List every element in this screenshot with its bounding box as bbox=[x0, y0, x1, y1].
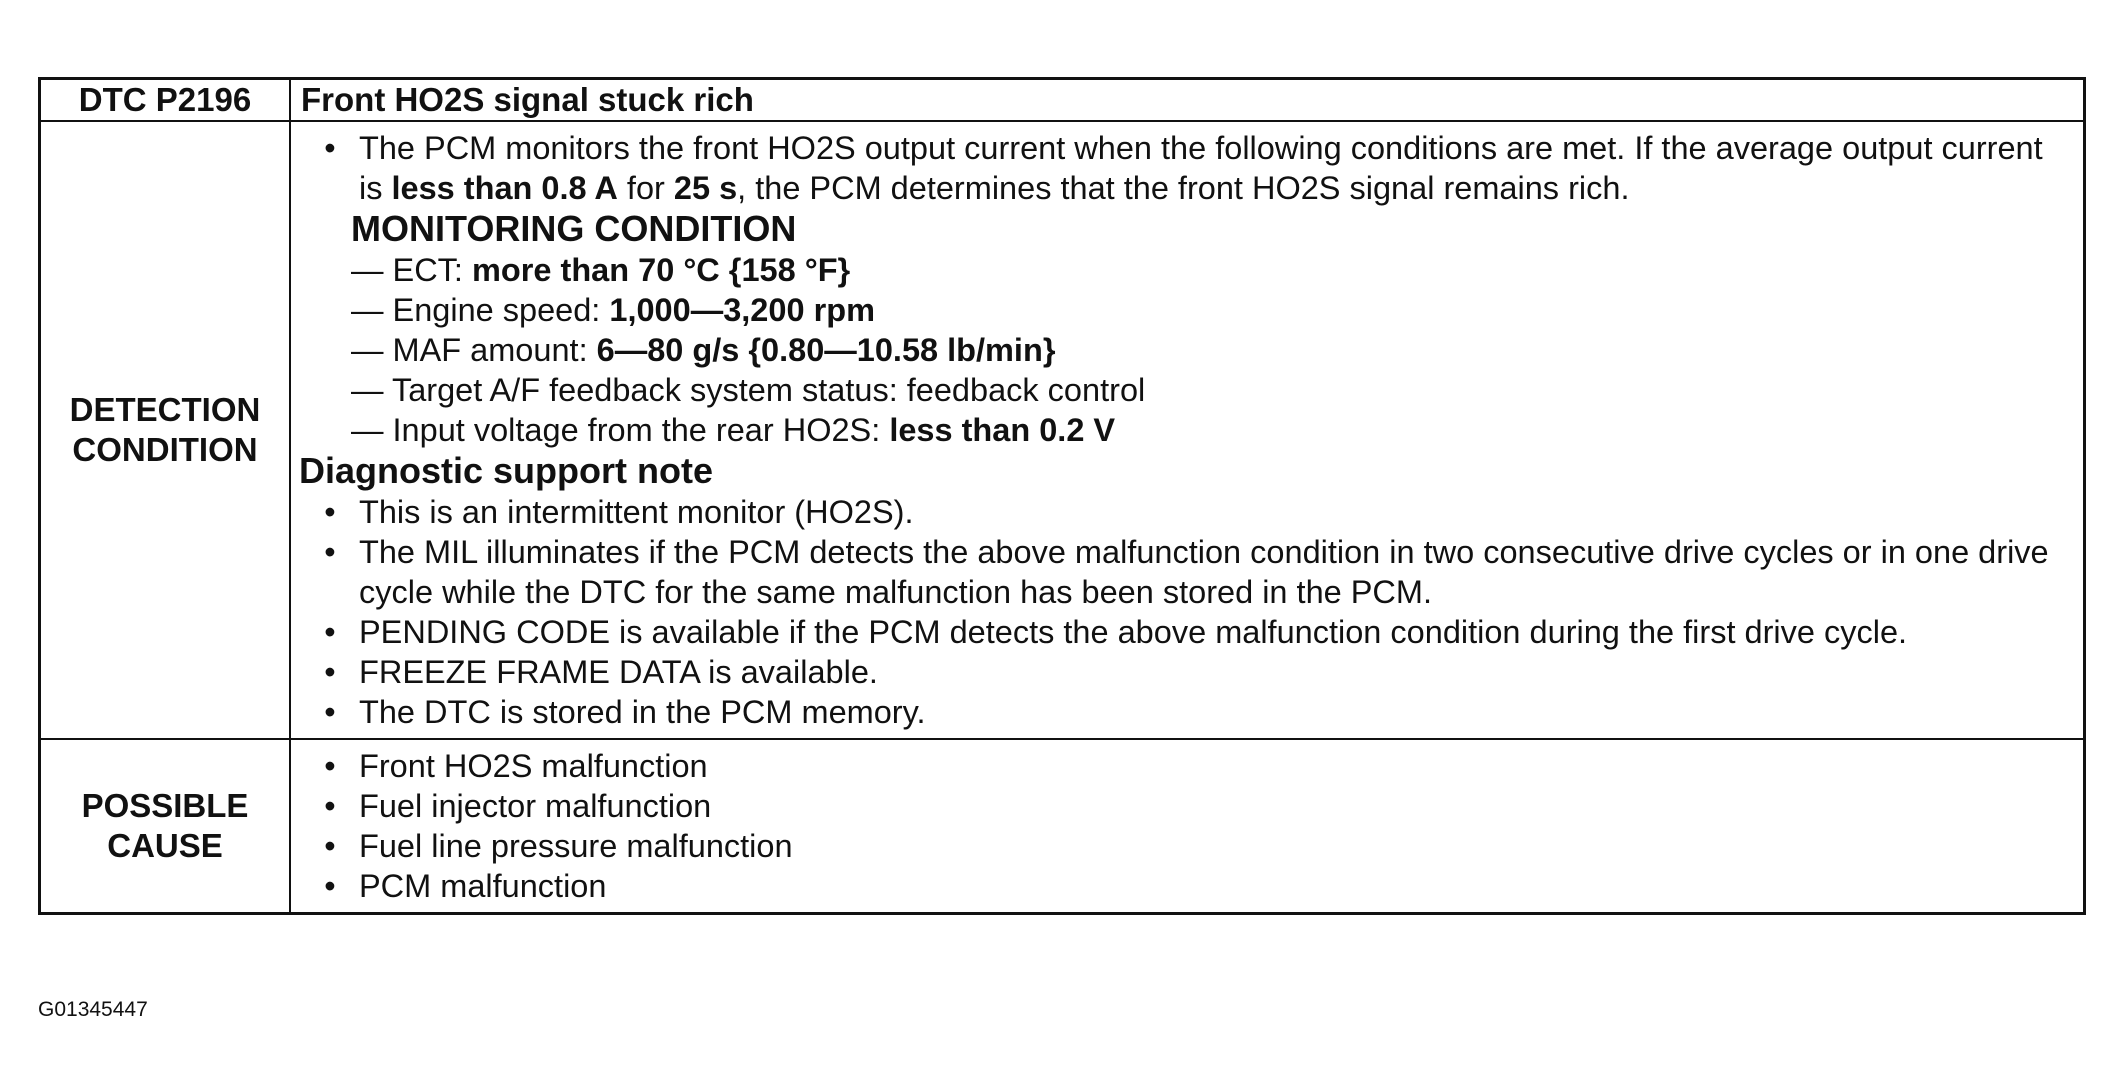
support-note-text: FREEZE FRAME DATA is available. bbox=[359, 654, 878, 690]
support-note bbox=[291, 492, 2075, 532]
cause-text: Fuel line pressure malfunction bbox=[359, 828, 793, 864]
bullet-dot: • bbox=[324, 828, 336, 864]
detection-row bbox=[40, 121, 2085, 739]
bullet-dot: • bbox=[324, 494, 336, 530]
cause-item bbox=[291, 786, 2075, 826]
condition-prefix: — Input voltage from the rear HO2S: bbox=[351, 412, 890, 448]
condition-prefix: — Target A/F feedback system status: feedback control bbox=[351, 372, 1146, 408]
possible-cause-row bbox=[40, 739, 2085, 914]
header-row bbox=[40, 79, 2085, 122]
detection-label-line2: CONDITION bbox=[72, 431, 258, 468]
bullet-dot: • bbox=[324, 748, 336, 784]
possible-cause-label-cell bbox=[40, 739, 291, 914]
support-note-text: PENDING CODE is available if the PCM detects the above malfunction condition during the first drive cycle. bbox=[359, 614, 1908, 650]
possible-cause-label-line1: POSSIBLE bbox=[81, 787, 249, 824]
detection-label-cell bbox=[40, 121, 291, 739]
bullet-dot: • bbox=[324, 654, 336, 690]
condition-value: more than 70 °C {158 °F} bbox=[472, 252, 851, 288]
bullet-dot: • bbox=[324, 614, 336, 650]
cause-text: Fuel injector malfunction bbox=[359, 788, 712, 824]
cause-text: Front HO2S malfunction bbox=[359, 748, 708, 784]
possible-cause-content bbox=[290, 739, 2085, 914]
condition-item bbox=[291, 330, 2075, 370]
support-note bbox=[291, 652, 2075, 692]
condition-value: 6—80 g/s {0.80—10.58 lb/min} bbox=[596, 332, 1056, 368]
cause-text: PCM malfunction bbox=[359, 868, 607, 904]
condition-item bbox=[291, 370, 2075, 410]
support-note bbox=[291, 692, 2075, 732]
support-note bbox=[291, 612, 2075, 652]
support-note-text: This is an intermittent monitor (HO2S). bbox=[359, 494, 914, 530]
condition-item bbox=[291, 410, 2075, 450]
bullet-dot: • bbox=[324, 868, 336, 904]
condition-item bbox=[291, 290, 2075, 330]
condition-value: less than 0.2 V bbox=[889, 412, 1116, 448]
intro-bullet bbox=[291, 128, 2075, 208]
detection-label-line1: DETECTION bbox=[69, 391, 261, 428]
intro-text-2: for bbox=[617, 170, 674, 206]
intro-text-3: , the PCM determines that the front HO2S signal remains rich. bbox=[737, 170, 1630, 206]
support-note-text: The DTC is stored in the PCM memory. bbox=[359, 694, 926, 730]
condition-item bbox=[291, 250, 2075, 290]
condition-value: 1,000—3,200 rpm bbox=[609, 292, 875, 328]
intro-bold-1: less than 0.8 A bbox=[391, 170, 618, 206]
support-note-text: The MIL illuminates if the PCM detects the above malfunction condition in two consecutive drive cycles or in one drive cycle while the DTC for the same malfunction has been stored in the PCM. bbox=[359, 534, 2049, 610]
dtc-code-cell bbox=[40, 79, 291, 122]
dtc-table bbox=[38, 77, 2086, 915]
detection-content bbox=[290, 121, 2085, 739]
bullet-dot: • bbox=[324, 130, 336, 166]
condition-prefix: — Engine speed: bbox=[351, 292, 610, 328]
intro-bold-2: 25 s bbox=[673, 170, 738, 206]
cause-item bbox=[291, 826, 2075, 866]
cause-item bbox=[291, 746, 2075, 786]
cause-item bbox=[291, 866, 2075, 906]
possible-cause-label-line2: CAUSE bbox=[107, 827, 223, 864]
intro-text-1: The PCM monitors the front HO2S output current when the following conditions are met. If the average output current is bbox=[359, 130, 2043, 206]
dtc-code: DTC P2196 bbox=[78, 81, 252, 118]
support-note bbox=[291, 532, 2075, 612]
figure-id: G01345447 bbox=[38, 998, 148, 1021]
dtc-title-cell bbox=[290, 79, 2085, 122]
dtc-title: Front HO2S signal stuck rich bbox=[301, 81, 754, 118]
bullet-dot: • bbox=[324, 694, 336, 730]
bullet-dot: • bbox=[324, 788, 336, 824]
monitoring-condition-title: MONITORING CONDITION bbox=[351, 208, 797, 249]
bullet-dot: • bbox=[324, 534, 336, 570]
diagnostic-support-title: Diagnostic support note bbox=[299, 450, 713, 491]
condition-prefix: — ECT: bbox=[351, 252, 472, 288]
condition-prefix: — MAF amount: bbox=[351, 332, 597, 368]
